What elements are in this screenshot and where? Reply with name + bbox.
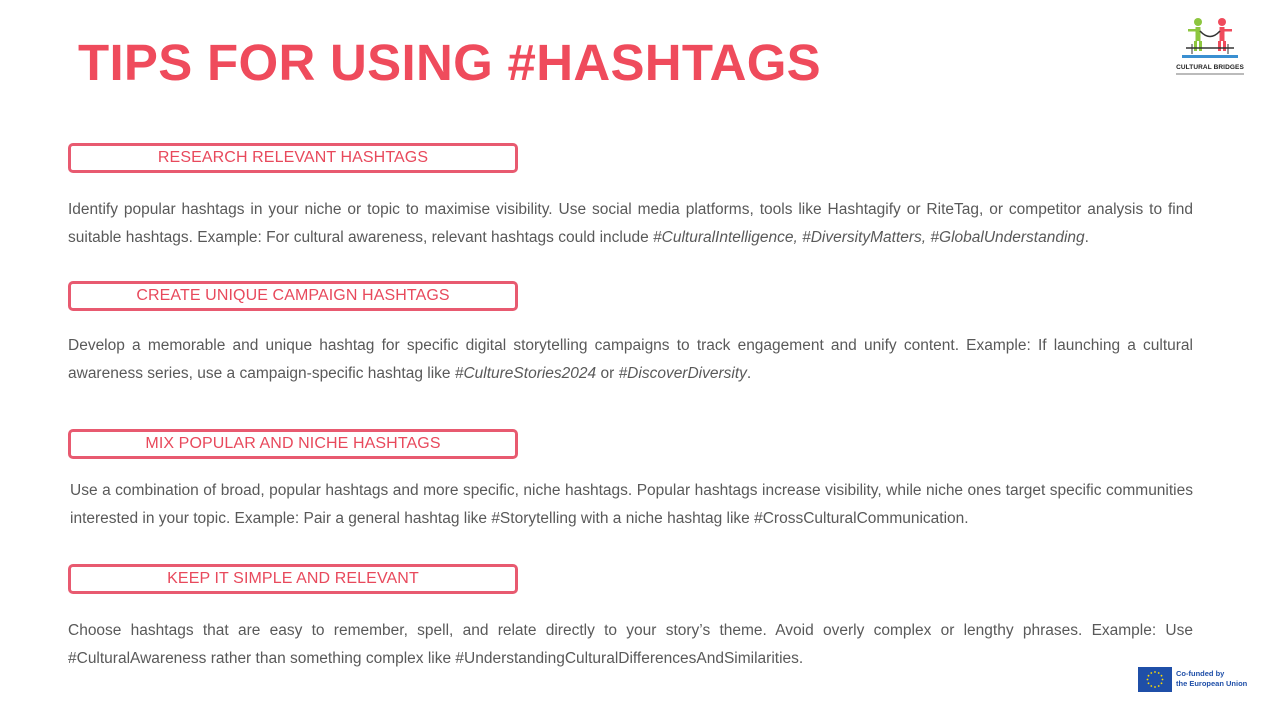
example-hashtag: #CultureStories2024 xyxy=(454,365,597,382)
body-text: Develop a memorable and unique hashtag for specific digital storytelling campaigns to track engagement and unify content. Example: If launching a cultural awareness series, use a campaign-specific hashtag like xyxy=(68,337,1193,382)
page-title: TIPS FOR USING #HASHTAGS xyxy=(78,34,821,91)
eu-cofunded-badge xyxy=(1138,667,1250,692)
logo-divider xyxy=(1176,73,1244,75)
section-heading-research: RESEARCH RELEVANT HASHTAGS xyxy=(68,143,518,173)
eu-badge-line1: Co-funded by xyxy=(1176,669,1225,678)
body-tail: . xyxy=(1084,229,1089,246)
cultural-bridges-logo xyxy=(1172,14,1248,80)
body-text: Identify popular hashtags in your niche or topic to maximise visibility. Use social media platforms, tools like Hashtagify or RiteTag, or competitor analysis to find suitable hashtags. Example: For cultural awareness, relevant hashtags could include xyxy=(68,201,1193,246)
section-heading-mix: MIX POPULAR AND NICHE HASHTAGS xyxy=(68,429,518,459)
logo-text: CULTURAL BRIDGES xyxy=(1176,64,1244,71)
example-hashtags: #CulturalIntelligence, #DiversityMatters, #GlobalUnderstanding xyxy=(653,229,1085,246)
bridge-people-icon xyxy=(1172,14,1248,62)
section-body-simple: Choose hashtags that are easy to remember, spell, and relate directly to your story’s theme. Avoid overly complex or lengthy phrases. Example: Use #CulturalAwareness rather than something complex like #UnderstandingCulturalDifferencesAndSimilarities. xyxy=(68,622,1193,667)
section-body-campaign xyxy=(68,332,1193,388)
example-hashtag: #DiscoverDiversity xyxy=(618,365,747,382)
body-connector: or xyxy=(596,365,619,382)
eu-badge-line2: the European Union xyxy=(1176,679,1248,688)
section-body-mix: Use a combination of broad, popular hashtags and more specific, niche hashtags. Popular hashtags increase visibility, while niche ones target specific communities interested in your topic. Example: Pair a general hashtag like #Storytelling with a niche hashtag like #CrossCulturalCommunication. xyxy=(70,482,1193,527)
eu-badge-text xyxy=(1176,669,1247,689)
section-heading-campaign: CREATE UNIQUE CAMPAIGN HASHTAGS xyxy=(68,281,518,311)
section-body-research xyxy=(68,196,1193,252)
eu-flag-icon xyxy=(1138,667,1172,692)
body-tail: . xyxy=(746,365,752,382)
section-heading-simple: KEEP IT SIMPLE AND RELEVANT xyxy=(68,564,518,594)
